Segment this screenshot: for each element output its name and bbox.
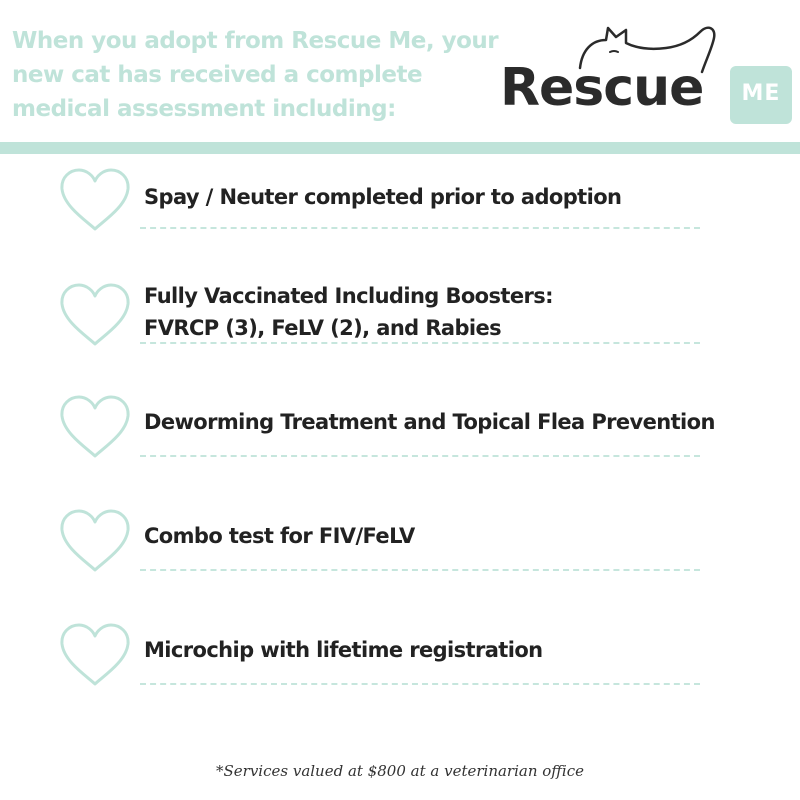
list-item-text <box>144 181 621 213</box>
intro-text <box>12 24 499 126</box>
list-item-text <box>144 520 415 552</box>
list-item-line-1: Spay / Neuter completed prior to adoption <box>144 185 622 209</box>
list-item-line-1: Deworming Treatment and Topical Flea Prevention <box>144 410 715 434</box>
dashed-divider <box>140 227 700 229</box>
list-item-line-1: Combo test for FIV/FeLV <box>144 524 415 548</box>
intro-line-1: When you adopt from Rescue Me, your <box>12 28 499 54</box>
dashed-divider <box>140 683 700 685</box>
logo-wordmark: Rescue <box>500 58 704 118</box>
list-item-text <box>144 280 553 344</box>
list-item-line-1: Microchip with lifetime registration <box>144 638 543 662</box>
logo-badge-text: ME <box>741 81 781 106</box>
dashed-divider <box>140 455 700 457</box>
list-item-line-2: FVRCP (3), FeLV (2), and Rabies <box>144 316 502 340</box>
dashed-divider <box>140 569 700 571</box>
dashed-divider <box>140 342 700 344</box>
heart-icon <box>58 167 132 233</box>
intro-line-2: new cat has received a complete <box>12 62 423 88</box>
heart-icon <box>58 394 132 460</box>
heart-icon <box>58 508 132 574</box>
rescue-me-logo <box>500 10 795 130</box>
footnote: *Services valued at $800 at a veterinarian office <box>216 762 584 780</box>
heart-icon <box>58 282 132 348</box>
header-divider <box>0 142 800 154</box>
list-item-text <box>144 634 543 666</box>
list-item-text <box>144 406 715 438</box>
list-item-line-1: Fully Vaccinated Including Boosters: <box>144 284 553 308</box>
intro-line-3: medical assessment including: <box>12 96 396 122</box>
heart-icon <box>58 622 132 688</box>
logo-badge <box>730 66 792 124</box>
